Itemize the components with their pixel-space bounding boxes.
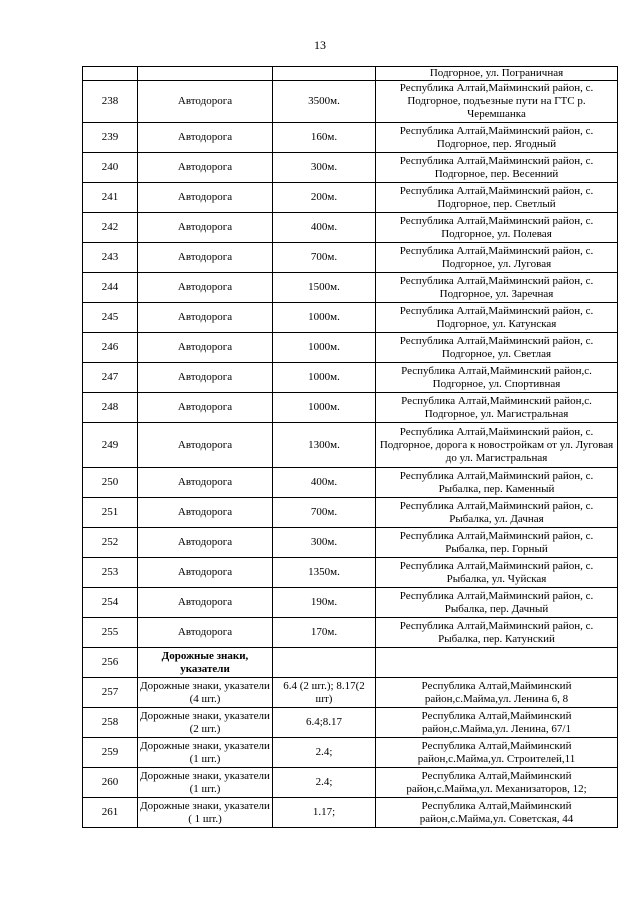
table-row [83, 123, 618, 153]
row-name: Дорожные знаки, указатели (1 шт.) [138, 738, 273, 768]
row-quantity: 2.4; [273, 738, 376, 768]
row-number: 248 [83, 393, 138, 423]
row-name: Автодорога [138, 468, 273, 498]
row-address: Республика Алтай,Майминский район, с. Рыбалка, пер. Горный [376, 528, 618, 558]
row-address: Республика Алтай,Майминский район, с. Рыбалка, пер. Дачный [376, 588, 618, 618]
table-row [83, 588, 618, 618]
row-address: Республика Алтай,Майминский район, с. Подгорное, пер. Светлый [376, 183, 618, 213]
row-address [376, 648, 618, 678]
row-quantity: 190м. [273, 588, 376, 618]
table-row [83, 393, 618, 423]
row-name: Автодорога [138, 333, 273, 363]
row-quantity: 200м. [273, 183, 376, 213]
row-quantity: 300м. [273, 153, 376, 183]
row-name: Дорожные знаки, указатели (4 шт.) [138, 678, 273, 708]
table-row [83, 67, 618, 81]
table-row [83, 768, 618, 798]
row-address: Подгорное, ул. Пограничная [376, 67, 618, 81]
row-address: Республика Алтай,Майминский район, с. Подгорное, ул. Полевая [376, 213, 618, 243]
row-number: 260 [83, 768, 138, 798]
property-table [82, 66, 618, 828]
row-number: 249 [83, 423, 138, 468]
row-name: Автодорога [138, 393, 273, 423]
row-number: 254 [83, 588, 138, 618]
row-address: Республика Алтай,Майминский район, с. Подгорное, подъезные пути на ГТС р. Черемшанка [376, 81, 618, 123]
row-number: 241 [83, 183, 138, 213]
row-quantity: 1350м. [273, 558, 376, 588]
row-quantity: 300м. [273, 528, 376, 558]
row-number: 253 [83, 558, 138, 588]
row-address: Республика Алтай,Майминский район, с. Рыбалка, пер. Каменный [376, 468, 618, 498]
row-name: Автодорога [138, 153, 273, 183]
row-name: Автодорога [138, 618, 273, 648]
row-number: 250 [83, 468, 138, 498]
row-name: Автодорога [138, 558, 273, 588]
row-address: Республика Алтай,Майминский район, с. Рыбалка, пер. Катунский [376, 618, 618, 648]
row-number: 261 [83, 798, 138, 828]
row-quantity: 700м. [273, 243, 376, 273]
row-address: Республика Алтай,Майминский район, с. Подгорное, ул. Светлая [376, 333, 618, 363]
table-row [83, 468, 618, 498]
row-number: 252 [83, 528, 138, 558]
row-name: Автодорога [138, 273, 273, 303]
table-row [83, 423, 618, 468]
row-name: Дорожные знаки, указатели (2 шт.) [138, 708, 273, 738]
row-number: 256 [83, 648, 138, 678]
row-quantity: 3500м. [273, 81, 376, 123]
row-address: Республика Алтай,Майминский район, с. Подгорное, пер. Весенний [376, 153, 618, 183]
row-quantity: 1.17; [273, 798, 376, 828]
table-row [83, 498, 618, 528]
row-quantity: 2.4; [273, 768, 376, 798]
table-row [83, 81, 618, 123]
row-quantity: 400м. [273, 213, 376, 243]
table-row [83, 528, 618, 558]
table-row [83, 558, 618, 588]
table-row [83, 183, 618, 213]
row-name: Автодорога [138, 423, 273, 468]
row-address: Республика Алтай,Майминский район,с.Майма,ул. Ленина 6, 8 [376, 678, 618, 708]
table-row [83, 708, 618, 738]
row-number [83, 67, 138, 81]
row-number: 251 [83, 498, 138, 528]
row-quantity: 1000м. [273, 303, 376, 333]
row-quantity: 1000м. [273, 393, 376, 423]
row-name: Автодорога [138, 528, 273, 558]
row-quantity: 1300м. [273, 423, 376, 468]
row-address: Республика Алтай,Майминский район, с. Рыбалка, ул. Дачная [376, 498, 618, 528]
row-quantity: 6.4;8.17 [273, 708, 376, 738]
row-quantity: 160м. [273, 123, 376, 153]
row-address: Республика Алтай,Майминский район,с.Майма,ул. Ленина, 67/1 [376, 708, 618, 738]
table-row [83, 678, 618, 708]
row-number: 242 [83, 213, 138, 243]
row-name: Автодорога [138, 123, 273, 153]
row-quantity: 700м. [273, 498, 376, 528]
row-address: Республика Алтай,Майминский район,с. Подгорное, ул. Магистральная [376, 393, 618, 423]
row-number: 240 [83, 153, 138, 183]
table-row [83, 363, 618, 393]
row-name: Дорожные знаки, указатели ( 1 шт.) [138, 798, 273, 828]
row-quantity: 6.4 (2 шт.); 8.17(2 шт) [273, 678, 376, 708]
table-row [83, 618, 618, 648]
row-address: Республика Алтай,Майминский район, с. Рыбалка, ул. Чуйская [376, 558, 618, 588]
row-quantity [273, 648, 376, 678]
row-name: Автодорога [138, 303, 273, 333]
row-address: Республика Алтай,Майминский район,с.Майма,ул. Механизаторов, 12; [376, 768, 618, 798]
row-address: Республика Алтай,Майминский район,с.Майма,ул. Строителей,11 [376, 738, 618, 768]
row-quantity: 1500м. [273, 273, 376, 303]
row-name: Дорожные знаки, указатели [138, 648, 273, 678]
table-row [83, 798, 618, 828]
row-number: 239 [83, 123, 138, 153]
row-name: Автодорога [138, 363, 273, 393]
table-row [83, 273, 618, 303]
row-number: 244 [83, 273, 138, 303]
row-name: Автодорога [138, 183, 273, 213]
page-number: 13 [314, 38, 326, 52]
row-number: 246 [83, 333, 138, 363]
row-quantity: 400м. [273, 468, 376, 498]
table-row [83, 648, 618, 678]
row-name: Автодорога [138, 588, 273, 618]
row-name: Автодорога [138, 213, 273, 243]
table-row [83, 333, 618, 363]
row-number: 247 [83, 363, 138, 393]
row-number: 238 [83, 81, 138, 123]
table-row [83, 738, 618, 768]
row-number: 243 [83, 243, 138, 273]
row-address: Республика Алтай,Майминский район, с. Подгорное, ул. Катунская [376, 303, 618, 333]
row-name [138, 67, 273, 81]
row-name: Автодорога [138, 81, 273, 123]
row-address: Республика Алтай,Майминский район,с.Майма,ул. Советская, 44 [376, 798, 618, 828]
row-quantity: 1000м. [273, 363, 376, 393]
row-number: 259 [83, 738, 138, 768]
row-number: 257 [83, 678, 138, 708]
row-number: 245 [83, 303, 138, 333]
table-row [83, 153, 618, 183]
row-address: Республика Алтай,Майминский район, с. Подгорное, ул. Заречная [376, 273, 618, 303]
table-row [83, 303, 618, 333]
row-quantity: 170м. [273, 618, 376, 648]
row-quantity: 1000м. [273, 333, 376, 363]
row-address: Республика Алтай,Майминский район, с. Подгорное, дорога к новостройкам от ул. Луговая до ул. Магистральная [376, 423, 618, 468]
row-number: 258 [83, 708, 138, 738]
row-address: Республика Алтай,Майминский район,с. Подгорное, ул. Спортивная [376, 363, 618, 393]
table-row [83, 243, 618, 273]
table-row [83, 213, 618, 243]
row-quantity [273, 67, 376, 81]
row-address: Республика Алтай,Майминский район, с. Подгорное, пер. Ягодный [376, 123, 618, 153]
row-name: Автодорога [138, 243, 273, 273]
row-number: 255 [83, 618, 138, 648]
row-name: Дорожные знаки, указатели (1 шт.) [138, 768, 273, 798]
row-address: Республика Алтай,Майминский район, с. Подгорное, ул. Луговая [376, 243, 618, 273]
row-name: Автодорога [138, 498, 273, 528]
